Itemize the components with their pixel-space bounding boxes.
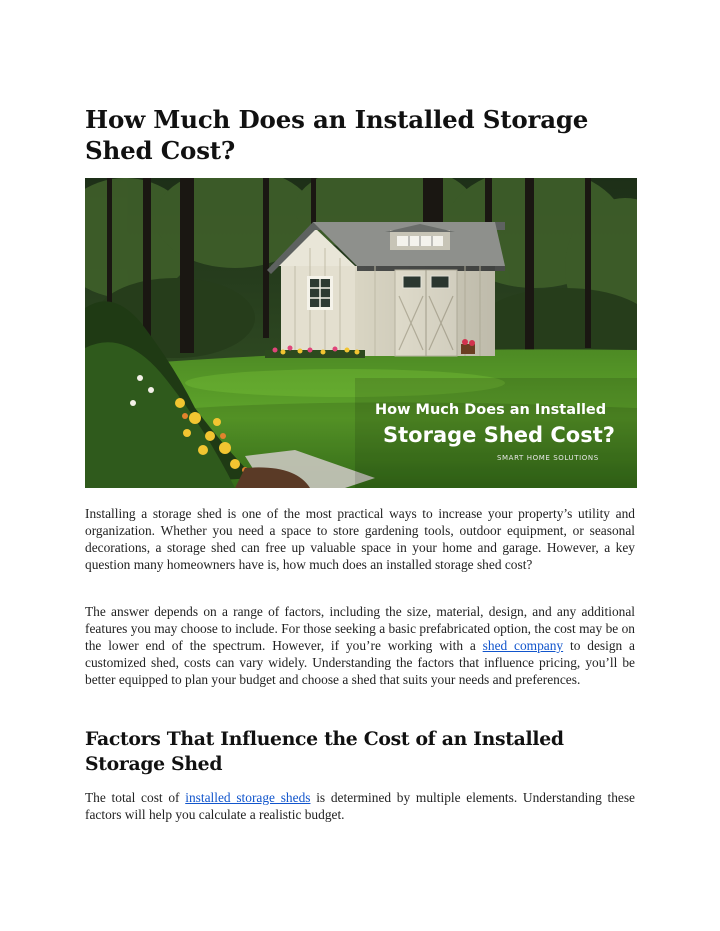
hero-overlay-line2: Storage Shed Cost? — [383, 423, 615, 447]
shed-company-link[interactable]: shed company — [482, 637, 564, 653]
answer-paragraph — [85, 604, 635, 689]
page-title: How Much Does an Installed Storage Shed Cost? — [85, 105, 589, 165]
hero-overlay-brand: SMART HOME SOLUTIONS — [497, 454, 599, 462]
installed-storage-sheds-link[interactable]: installed storage sheds — [185, 790, 311, 805]
factors-text-after: is determined by multiple elements. Understanding these factors will help you calculate a realistic budget. — [85, 790, 636, 822]
hero-overlay-line1: How Much Does an Installed — [375, 402, 607, 418]
intro-paragraph: Installing a storage shed is one of the most practical ways to increase your property’s utility and organization. Whether you need a space to store gardening tools, outdoor equipment, or seasonal decorations, a storage shed can free up valuable space in your home and garage. However, a key question many homeowners have is, how much does an installed storage shed cost? — [85, 506, 635, 572]
section-heading: Factors That Influence the Cost of an Installed Storage Shed — [85, 728, 564, 775]
answer-text-after: to design a customized shed, costs can vary widely. Understanding the factors that influence pricing, you’ll be better equipped to plan your budget and choose a shed that suits your needs and preferences. — [85, 637, 635, 687]
answer-text-before: The answer depends on a range of factors, including the size, material, design, and any additional features you may choose to include. For those seeking a basic prefabricated option, the cost may be on the lower end of the spectrum. However, if you’re working with a — [85, 604, 635, 653]
factors-text-before: The total cost of — [85, 790, 186, 805]
hero-image — [85, 178, 637, 488]
factors-paragraph — [85, 790, 635, 824]
